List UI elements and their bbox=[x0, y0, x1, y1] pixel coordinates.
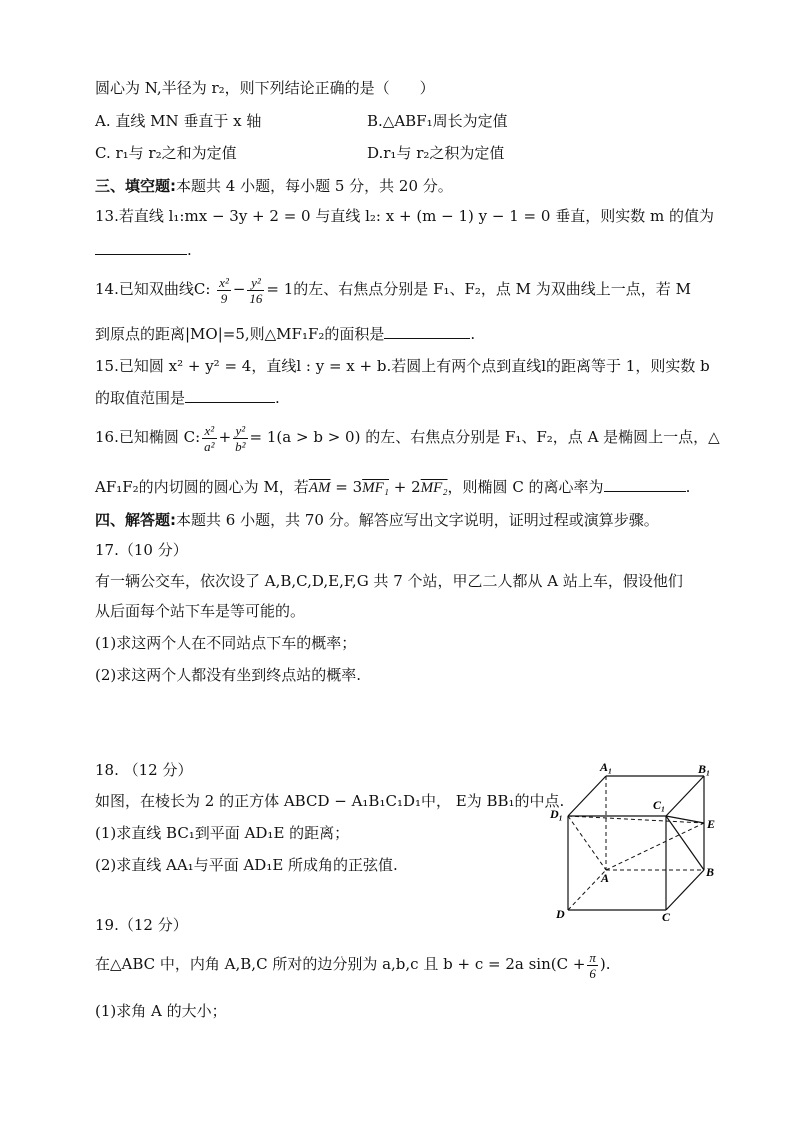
q16-line2-text: AF₁F₂的内切圆的圆心为 M，若 bbox=[95, 478, 309, 496]
q12-option-a: A. 直线 MN 垂直于 x 轴 bbox=[95, 112, 262, 130]
q12-stem-line: 圆心为 N,半径为 r₂，则下列结论正确的是（ ） bbox=[95, 79, 435, 97]
q13-answer-blank bbox=[95, 240, 187, 255]
q16-suffix: = 1(a > b > 0) 的左、右焦点分别是 F₁、F₂，点 A 是椭圆上一点，△ bbox=[249, 428, 720, 446]
q12-option-b: B.△ABF₁周长为定值 bbox=[367, 112, 508, 130]
q18-part2: (2)求直线 AA₁与平面 AD₁E 所成角的正弦值. bbox=[95, 856, 398, 874]
label-e: E bbox=[707, 817, 716, 831]
q13-line2 bbox=[95, 240, 192, 260]
label-b1: B₁ bbox=[698, 762, 711, 776]
edge-d1-a1 bbox=[568, 776, 606, 816]
q16-line2-mid: ，则椭圆 C 的离心率为 bbox=[447, 478, 604, 496]
label-a: A bbox=[601, 871, 610, 885]
q15-line1: 15.已知圆 x² + y² = 4，直线l : y = x + b.若圆上有两个点到直线l的距离等于 1，则实数 b bbox=[95, 357, 710, 375]
q16-line2 bbox=[95, 477, 690, 498]
q16-vector-mf1: MF₁ bbox=[362, 480, 390, 496]
q14-frac2-den: 16 bbox=[249, 290, 263, 306]
q14-line2 bbox=[95, 324, 475, 344]
section3-heading bbox=[95, 176, 453, 196]
label-d: D bbox=[556, 907, 565, 921]
q19-heading: 19.（12 分） bbox=[95, 916, 188, 934]
q16-frac1-den: a² bbox=[204, 438, 215, 454]
section4-heading bbox=[95, 510, 659, 530]
label-c1: C₁ bbox=[653, 798, 666, 812]
q16-eq: = 3 bbox=[330, 478, 363, 496]
q13-line1: 13.若直线 l₁:mx − 3y + 2 = 0 与直线 l₂: x + (m − 1) y − 1 = 0 垂直，则实数 m 的值为 bbox=[95, 207, 714, 225]
q16-plus2: + 2 bbox=[389, 478, 421, 496]
q15-answer-blank bbox=[185, 388, 275, 403]
cube-diagram bbox=[548, 758, 718, 923]
q18-part1: (1)求直线 BC₁到平面 AD₁E 的距离； bbox=[95, 824, 350, 842]
q14-prefix: 14.已知双曲线C: bbox=[95, 280, 211, 298]
q18-line1: 如图，在棱长为 2 的正方体 ABCD − A₁B₁C₁D₁中， E为 BB₁的中点. bbox=[95, 792, 565, 810]
label-b: B bbox=[706, 865, 715, 879]
q12-option-d: D.r₁与 r₂之积为定值 bbox=[367, 144, 505, 162]
q16-vector-mf2: MF₂ bbox=[420, 480, 448, 496]
q16-answer-blank bbox=[604, 477, 686, 492]
q17-part1: (1)求这两个人在不同站点下车的概率； bbox=[95, 634, 357, 652]
q19-frac-num: π bbox=[589, 949, 596, 965]
section3-title: 三、填空题: bbox=[95, 177, 176, 195]
q14-answer-blank bbox=[384, 324, 470, 339]
section3-desc: 本题共 4 小题，每小题 5 分，共 20 分。 bbox=[176, 177, 453, 195]
q17-line1: 有一辆公交车，依次设了 A,B,C,D,E,F,G 共 7 个站，甲乙二人都从 A 站上车，假设他们 bbox=[95, 572, 683, 590]
edge-c1-b1 bbox=[666, 776, 704, 816]
q16-frac2-num: y² bbox=[235, 422, 246, 438]
q14-frac1-den: 9 bbox=[217, 290, 231, 306]
segment-d1-a bbox=[568, 816, 606, 870]
q17-heading: 17.（10 分） bbox=[95, 541, 188, 559]
q14-fraction-y bbox=[247, 275, 264, 306]
section4-desc: 本题共 6 小题，共 70 分。解答应写出文字说明，证明过程或演算步骤。 bbox=[176, 511, 659, 529]
q19-line1-end: ). bbox=[599, 955, 611, 973]
q14-line1 bbox=[95, 272, 691, 306]
q16-prefix: 16.已知椭圆 C: bbox=[95, 428, 201, 446]
q15-line2 bbox=[95, 388, 280, 408]
q16-vector-am: $\overline{AM}$ bbox=[308, 480, 331, 496]
label-d1: D₁ bbox=[550, 807, 563, 821]
q16-line1 bbox=[95, 420, 720, 454]
q14-fraction-x bbox=[217, 275, 231, 306]
segment-a-e bbox=[606, 823, 704, 870]
q14-frac1-num: x² bbox=[219, 274, 229, 290]
q16-fraction-x bbox=[202, 423, 216, 454]
q14-line2-text: 到原点的距离|MO|=5,则△MF₁F₂的面积是 bbox=[95, 325, 385, 343]
q15-period: . bbox=[275, 389, 280, 407]
q14-frac2-num: y² bbox=[251, 274, 261, 290]
q16-period: . bbox=[685, 478, 691, 496]
q16-frac2-den: b² bbox=[235, 438, 246, 454]
q18-heading: 18. （12 分） bbox=[95, 761, 193, 779]
q17-line2: 从后面每个站下车是等可能的。 bbox=[95, 602, 306, 620]
label-c: C bbox=[662, 910, 671, 923]
q19-line1 bbox=[95, 947, 611, 981]
q19-line1-text: 在△ABC 中，内角 A,B,C 所对的边分别为 a,b,c 且 b + c = 2a sin(C + bbox=[95, 955, 586, 973]
q15-line2-text: 的取值范围是 bbox=[95, 389, 186, 407]
edge-c-b bbox=[666, 870, 704, 910]
segment-c1-e bbox=[666, 816, 704, 823]
q17-part2: (2)求这两个人都没有坐到终点站的概率. bbox=[95, 666, 362, 684]
q16-plus: + bbox=[218, 428, 232, 446]
q14-period: . bbox=[470, 325, 476, 343]
q19-frac-den: 6 bbox=[587, 965, 598, 981]
q14-minus: − bbox=[232, 280, 246, 298]
q16-frac1-num: x² bbox=[204, 422, 215, 438]
q16-fraction-y bbox=[233, 423, 247, 454]
q19-part1: (1)求角 A 的大小； bbox=[95, 1002, 227, 1020]
section4-title: 四、解答题: bbox=[95, 511, 176, 529]
segment-c1-b bbox=[666, 816, 704, 870]
q12-option-c: C. r₁与 r₂之和为定值 bbox=[95, 144, 237, 162]
q13-period: . bbox=[187, 241, 192, 259]
label-a1: A₁ bbox=[600, 760, 613, 774]
q19-fraction-pi6 bbox=[587, 950, 598, 981]
q14-suffix: = 1的左、右焦点分别是 F₁、F₂，点 M 为双曲线上一点，若 M bbox=[266, 280, 691, 298]
